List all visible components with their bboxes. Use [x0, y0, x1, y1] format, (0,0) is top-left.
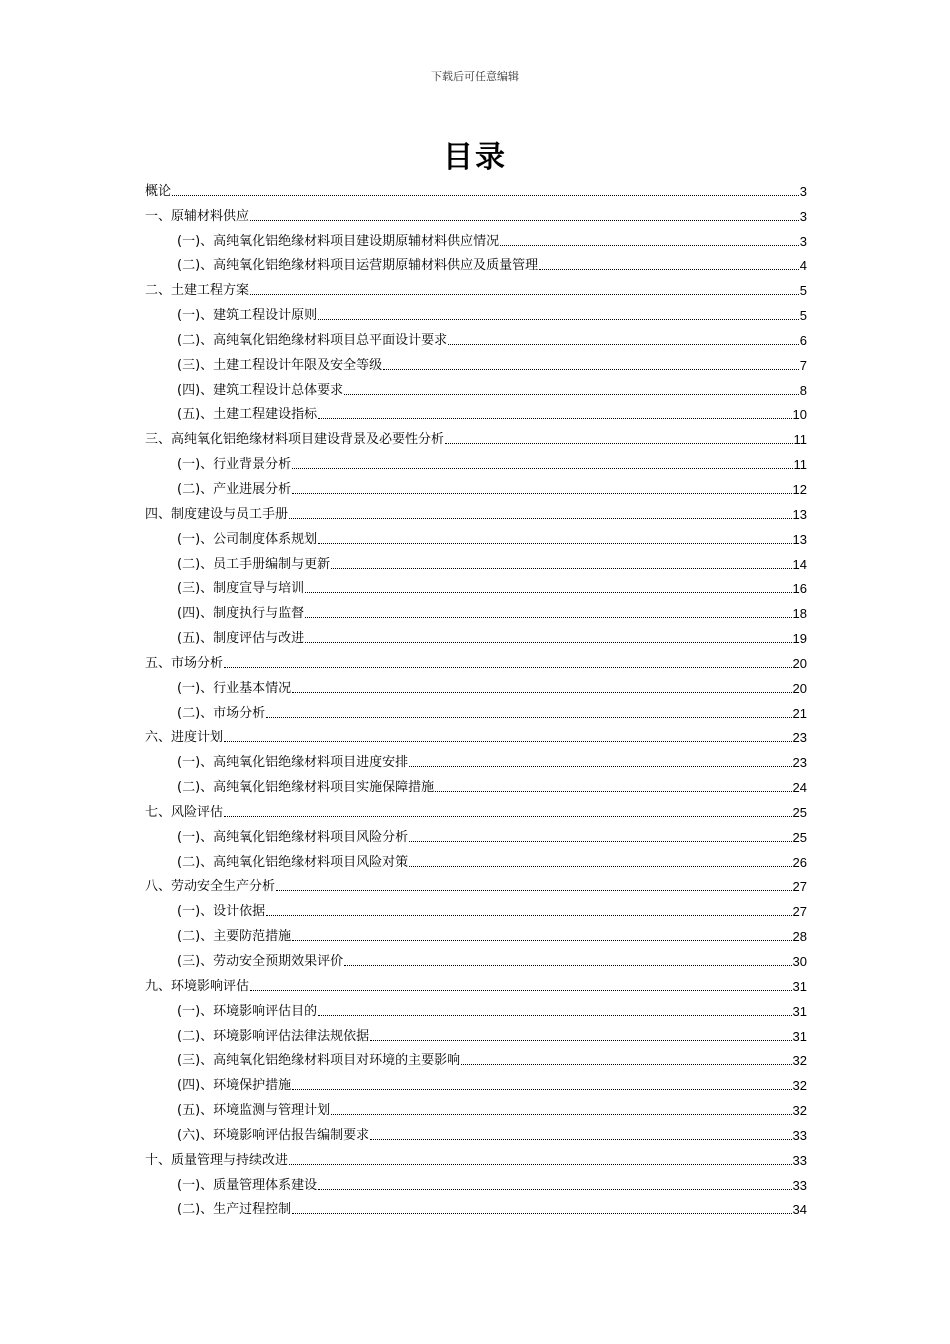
- toc-entry-title: 四、制度建设与员工手册: [145, 506, 289, 522]
- toc-entry-page-number: 30: [792, 954, 807, 969]
- toc-entry-title: (五)、土建工程建设指标: [177, 407, 318, 423]
- toc-entry-title: (五)、环境监测与管理计划: [177, 1103, 331, 1119]
- toc-entry-title: (二)、员工手册编制与更新: [177, 556, 331, 572]
- toc-entry-page-number: 34: [792, 1202, 807, 1218]
- toc-leader-dots: [331, 1114, 791, 1115]
- toc-leader-dots: [500, 245, 799, 246]
- toc-entry-title: (一)、行业基本情况: [177, 680, 292, 696]
- toc-entry[interactable]: [145, 250, 807, 275]
- toc-entry-title: 二、土建工程方案: [145, 283, 250, 299]
- toc-entry-page-number: 11: [793, 432, 807, 448]
- toc-entry[interactable]: [145, 1045, 807, 1070]
- toc-leader-dots: [289, 518, 792, 519]
- toc-entry-page-number: 23: [792, 755, 807, 771]
- toc-entry-page-number: 3: [799, 233, 807, 249]
- toc-leader-dots: [383, 369, 799, 370]
- toc-entry[interactable]: [145, 1144, 807, 1169]
- toc-entry-title: (一)、质量管理体系建设: [177, 1177, 318, 1193]
- toc-leader-dots: [370, 1139, 791, 1140]
- toc-entry[interactable]: [145, 349, 807, 374]
- toc-entry-page-number: 19: [792, 631, 807, 647]
- toc-leader-dots: [266, 717, 791, 718]
- toc-entry[interactable]: [145, 399, 807, 424]
- toc-entry[interactable]: [145, 1194, 807, 1219]
- toc-entry-title: (一)、行业背景分析: [177, 457, 292, 473]
- toc-entry[interactable]: [145, 1069, 807, 1094]
- toc-leader-dots: [409, 841, 791, 842]
- toc-leader-dots: [461, 1064, 791, 1065]
- toc-entry-page-number: 4: [799, 258, 807, 274]
- toc-leader-dots: [318, 1189, 791, 1190]
- toc-entry-page-number: 31: [792, 1028, 807, 1044]
- toc-entry-page-number: 31: [792, 978, 807, 994]
- toc-entry-title: 九、环境影响评估: [145, 978, 250, 994]
- toc-leader-dots: [292, 692, 791, 693]
- toc-entry-title: 十、质量管理与持续改进: [145, 1152, 289, 1168]
- toc-entry-page-number: 10: [792, 407, 807, 423]
- toc-entry-title: (四)、环境保护措施: [177, 1078, 292, 1094]
- toc-leader-dots: [344, 394, 799, 395]
- toc-entry[interactable]: [145, 473, 807, 498]
- toc-leader-dots: [292, 1213, 791, 1214]
- toc-entry-page-number: 27: [792, 879, 807, 895]
- toc-entry[interactable]: [145, 548, 807, 573]
- toc-entry[interactable]: [145, 374, 807, 399]
- toc-entry-title: (二)、高纯氧化铝绝缘材料项目总平面设计要求: [177, 332, 448, 348]
- toc-entry-title: (六)、环境影响评估报告编制要求: [177, 1127, 370, 1143]
- toc-entry-page-number: 25: [792, 804, 807, 820]
- toc-leader-dots: [250, 990, 792, 991]
- toc-entry-page-number: 11: [793, 457, 807, 473]
- toc-leader-dots: [276, 890, 792, 891]
- toc-leader-dots: [224, 816, 792, 817]
- toc-entry-title: 一、原辅材料供应: [145, 208, 250, 224]
- toc-entry[interactable]: [145, 523, 807, 548]
- toc-leader-dots: [318, 1015, 791, 1016]
- toc-entry-page-number: 21: [792, 705, 807, 721]
- toc-entry-page-number: 27: [792, 904, 807, 920]
- toc-leader-dots: [292, 468, 792, 469]
- toc-entry-page-number: 7: [799, 357, 807, 373]
- toc-leader-dots: [289, 1164, 792, 1165]
- toc-entry-page-number: 33: [792, 1152, 807, 1168]
- toc-entry-title: (二)、主要防范措施: [177, 929, 292, 945]
- toc-leader-dots: [292, 940, 791, 941]
- toc-entry-page-number: 8: [799, 382, 807, 398]
- toc-entry-page-number: 3: [799, 208, 807, 224]
- toc-entry-title: (二)、环境影响评估法律法规依据: [177, 1028, 370, 1044]
- toc-entry-page-number: 3: [799, 183, 807, 199]
- toc-leader-dots: [435, 791, 791, 792]
- toc-entry[interactable]: [145, 746, 807, 771]
- toc-entry-title: (一)、高纯氧化铝绝缘材料项目建设期原辅材料供应情况: [177, 233, 500, 249]
- toc-entry[interactable]: [145, 970, 807, 995]
- toc-entry[interactable]: [145, 498, 807, 523]
- toc-entry[interactable]: [145, 448, 807, 473]
- toc-entry-page-number: 23: [792, 730, 807, 746]
- toc-entry-page-number: 14: [792, 556, 807, 572]
- toc-entry-title: 五、市场分析: [145, 655, 224, 671]
- toc-entry-page-number: 25: [792, 829, 807, 845]
- toc-entry-title: (一)、设计依据: [177, 904, 266, 920]
- toc-entry-page-number: 33: [792, 1127, 807, 1143]
- toc-entry-title: (三)、土建工程设计年限及安全等级: [177, 357, 383, 373]
- toc-leader-dots: [344, 965, 791, 966]
- toc-entry-page-number: 5: [799, 283, 807, 299]
- toc-entry[interactable]: [145, 722, 807, 747]
- toc-entry[interactable]: [145, 573, 807, 598]
- toc-entry[interactable]: [145, 225, 807, 250]
- toc-entry[interactable]: [145, 821, 807, 846]
- toc-entry-page-number: 20: [792, 680, 807, 696]
- toc-entry[interactable]: [145, 299, 807, 324]
- toc-entry-page-number: 31: [792, 1003, 807, 1019]
- toc-entry-page-number: 18: [792, 606, 807, 622]
- toc-entry[interactable]: [145, 697, 807, 722]
- toc-entry-title: (一)、建筑工程设计原则: [177, 308, 318, 324]
- toc-entry[interactable]: [145, 920, 807, 945]
- toc-entry-title: (四)、建筑工程设计总体要求: [177, 382, 344, 398]
- toc-entry[interactable]: [145, 647, 807, 672]
- toc-leader-dots: [370, 1040, 791, 1041]
- toc-leader-dots: [224, 667, 792, 668]
- toc-entry-title: (一)、公司制度体系规划: [177, 531, 318, 547]
- toc-entry-title: (一)、高纯氧化铝绝缘材料项目风险分析: [177, 829, 409, 845]
- toc-entry[interactable]: [145, 945, 807, 970]
- toc-entry-title: 六、进度计划: [145, 730, 224, 746]
- toc-leader-dots: [250, 220, 799, 221]
- page-title: 目录: [443, 140, 507, 175]
- toc-entry[interactable]: [145, 846, 807, 871]
- toc-entry-title: (二)、高纯氧化铝绝缘材料项目实施保障措施: [177, 780, 435, 796]
- toc-entry[interactable]: [145, 1094, 807, 1119]
- toc-entry-page-number: 24: [792, 780, 807, 796]
- toc-entry[interactable]: [145, 1169, 807, 1194]
- toc-entry-title: (四)、制度执行与监督: [177, 606, 305, 622]
- toc-entry-title: 三、高纯氧化铝绝缘材料项目建设背景及必要性分析: [145, 432, 445, 448]
- toc-entry-page-number: 16: [792, 581, 807, 597]
- toc-entry[interactable]: [145, 423, 807, 448]
- toc-entry-page-number: 12: [792, 481, 807, 497]
- toc-entry-title: (二)、产业进展分析: [177, 481, 292, 497]
- toc-entry[interactable]: [145, 597, 807, 622]
- toc-entry-page-number: 28: [792, 929, 807, 945]
- toc-leader-dots: [331, 568, 791, 569]
- toc-entry-title: (二)、生产过程控制: [177, 1202, 292, 1218]
- toc-leader-dots: [305, 617, 791, 618]
- toc-entry-title: (三)、高纯氧化铝绝缘材料项目对环境的主要影响: [177, 1053, 461, 1069]
- toc-entry-page-number: 33: [792, 1177, 807, 1193]
- toc-entry-page-number: 32: [792, 1053, 807, 1069]
- toc-entry[interactable]: [145, 871, 807, 896]
- toc-leader-dots: [172, 195, 799, 196]
- toc-entry[interactable]: [145, 200, 807, 225]
- toc-entry[interactable]: [145, 1020, 807, 1045]
- toc-entry[interactable]: [145, 995, 807, 1020]
- toc-entry-page-number: 6: [799, 332, 807, 348]
- toc-leader-dots: [292, 493, 791, 494]
- toc-leader-dots: [224, 741, 792, 742]
- toc-entry[interactable]: [145, 622, 807, 647]
- toc-leader-dots: [250, 294, 799, 295]
- toc-entry-page-number: 32: [792, 1078, 807, 1094]
- toc-leader-dots: [305, 592, 791, 593]
- toc-entry-page-number: 13: [792, 531, 807, 547]
- toc-leader-dots: [318, 543, 791, 544]
- toc-leader-dots: [305, 642, 791, 643]
- toc-entry-page-number: 5: [799, 308, 807, 324]
- toc-entry-title: (三)、劳动安全预期效果评价: [177, 954, 344, 969]
- toc-entry-title: 概论: [145, 183, 172, 199]
- toc-leader-dots: [318, 418, 791, 419]
- toc-entry-title: 七、风险评估: [145, 804, 224, 820]
- toc-leader-dots: [409, 766, 791, 767]
- toc-entry[interactable]: [145, 895, 807, 920]
- toc-entry-title: (二)、高纯氧化铝绝缘材料项目运营期原辅材料供应及质量管理: [177, 258, 539, 274]
- toc-entry[interactable]: [145, 274, 807, 299]
- table-of-contents: [145, 175, 807, 1218]
- toc-entry-title: (二)、市场分析: [177, 705, 266, 721]
- toc-entry[interactable]: [145, 1119, 807, 1144]
- toc-entry[interactable]: [145, 672, 807, 697]
- toc-entry-title: (五)、制度评估与改进: [177, 631, 305, 647]
- toc-entry[interactable]: [145, 771, 807, 796]
- toc-entry-title: (三)、制度宣导与培训: [177, 581, 305, 597]
- toc-entry-title: (二)、高纯氧化铝绝缘材料项目风险对策: [177, 854, 409, 870]
- toc-leader-dots: [409, 866, 791, 867]
- toc-entry-title: (一)、高纯氧化铝绝缘材料项目进度安排: [177, 755, 409, 771]
- toc-leader-dots: [448, 344, 799, 345]
- toc-entry[interactable]: [145, 796, 807, 821]
- toc-leader-dots: [445, 443, 792, 444]
- header-note: 下载后可任意编辑: [431, 70, 519, 83]
- toc-entry-title: 八、劳动安全生产分析: [145, 879, 276, 895]
- toc-leader-dots: [266, 915, 791, 916]
- toc-entry[interactable]: [145, 175, 807, 200]
- toc-leader-dots: [539, 269, 799, 270]
- toc-entry-page-number: 26: [792, 854, 807, 870]
- toc-entry[interactable]: [145, 324, 807, 349]
- toc-entry-title: (一)、环境影响评估目的: [177, 1003, 318, 1019]
- toc-entry-page-number: 20: [792, 655, 807, 671]
- toc-entry-page-number: 13: [792, 506, 807, 522]
- toc-entry-page-number: 32: [792, 1103, 807, 1119]
- toc-leader-dots: [292, 1089, 791, 1090]
- toc-leader-dots: [318, 319, 799, 320]
